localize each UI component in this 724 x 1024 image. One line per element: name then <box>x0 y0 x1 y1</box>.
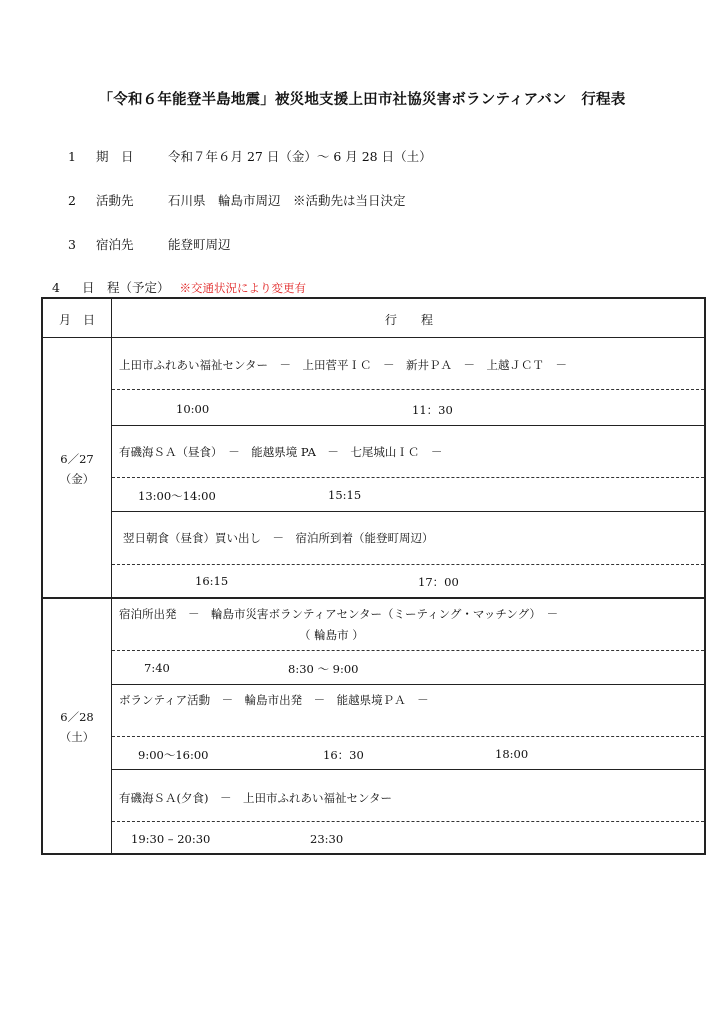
time-text: 13:00～14:00 <box>138 489 216 503</box>
traffic-note: ※交通状況により変更有 <box>179 281 307 295</box>
time-text: 7:40 <box>144 661 170 675</box>
schedule-label: 日 程（予定） <box>82 280 170 295</box>
info-value: 石川県 輪島市周辺 ※活動先は当日決定 <box>168 193 406 208</box>
info-number: 1 <box>68 149 76 164</box>
row-divider <box>112 477 704 478</box>
time-text: 15:15 <box>328 488 362 502</box>
time-text: 11：30 <box>412 403 453 417</box>
time-text: 10:00 <box>176 402 210 416</box>
row-divider <box>112 564 704 565</box>
route-text: 上田市ふれあい福祉センター － 上田菅平ＩＣ － 新井ＰＡ － 上越ＪＣＴ － <box>119 358 568 372</box>
schedule-heading <box>52 278 306 296</box>
day-date: 6／27 <box>60 452 94 466</box>
time-text: 19:30 – 20:30 <box>131 832 211 846</box>
row-divider <box>112 650 704 651</box>
info-label: 宿泊先 <box>96 237 134 252</box>
route-text: 翌日朝食（昼食）買い出し － 宿泊所到着（能登町周辺） <box>123 531 434 545</box>
route-text: ボランティア活動 － 輪島市出発 － 能越県境ＰＡ － <box>119 693 429 707</box>
info-label: 期 日 <box>96 149 134 164</box>
row-divider <box>112 511 704 512</box>
route-text: 宿泊所出発 － 輪島市災害ボランティアセンター（ミーティング・マッチング） － <box>119 607 559 621</box>
day-weekday: （土） <box>59 730 95 744</box>
time-text: 16：30 <box>323 748 364 762</box>
row-divider <box>112 389 704 390</box>
info-label: 活動先 <box>96 193 134 208</box>
info-destination <box>68 191 406 209</box>
header-divider <box>43 337 704 338</box>
day-date: 6／28 <box>60 710 94 724</box>
info-number: 3 <box>68 237 76 252</box>
day-divider <box>43 597 704 599</box>
time-text: 17：00 <box>418 575 459 589</box>
time-text: 18:00 <box>495 747 529 761</box>
time-text: 23:30 <box>310 832 344 846</box>
row-divider <box>112 769 704 770</box>
info-lodging <box>68 235 231 253</box>
time-text: 16:15 <box>195 574 229 588</box>
info-date <box>68 147 432 165</box>
row-divider <box>112 736 704 737</box>
info-value: 令和７年６月 27 日（金）～ 6 月 28 日（土） <box>168 149 432 164</box>
header-date: 月 日 <box>58 313 95 327</box>
schedule-number: 4 <box>52 280 60 295</box>
route-text: 有磯海ＳＡ(夕食) － 上田市ふれあい福祉センター <box>119 791 393 805</box>
route-text: 有磯海ＳＡ（昼食） － 能越県境 PA － 七尾城山ＩＣ － <box>119 445 443 459</box>
day-weekday: （金） <box>59 472 95 486</box>
itinerary-table <box>41 297 706 855</box>
route-subtext: （ 輪島市 ） <box>299 628 364 642</box>
row-divider <box>112 684 704 685</box>
info-value: 能登町周辺 <box>168 237 231 252</box>
row-divider <box>112 821 704 822</box>
time-text: 8:30 ～ 9:00 <box>288 662 359 676</box>
row-divider <box>112 425 704 426</box>
header-itinerary: 行 程 <box>384 313 433 327</box>
time-text: 9:00～16:00 <box>138 748 209 762</box>
page-title: 「令和６年能登半島地震」被災地支援上田市社協災害ボランティアバン 行程表 <box>98 92 626 108</box>
info-number: 2 <box>68 193 76 208</box>
